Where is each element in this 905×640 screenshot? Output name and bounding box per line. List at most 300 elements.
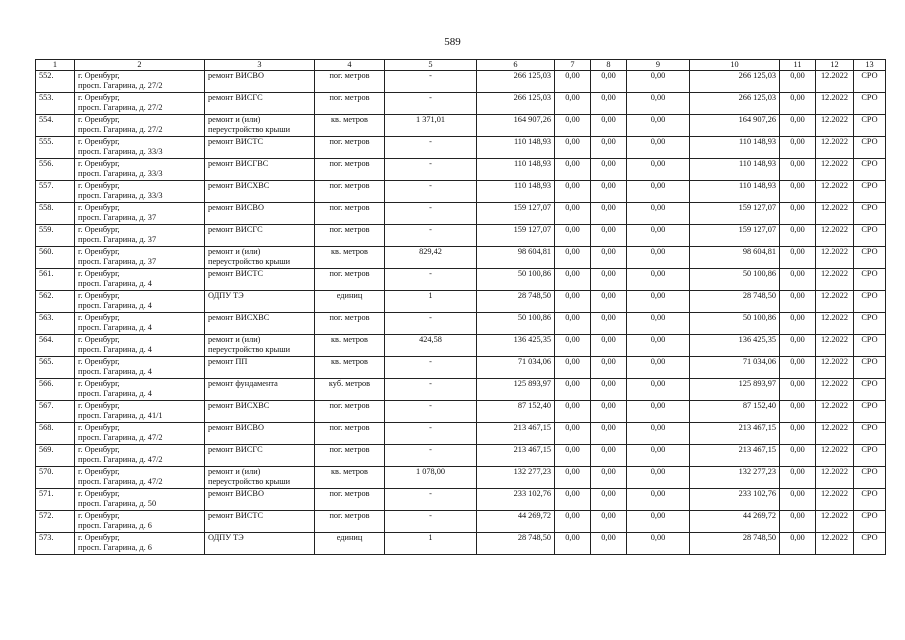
value-cell	[780, 71, 816, 93]
row-number-cell-text: 552.	[39, 71, 54, 80]
work-type-cell	[205, 533, 315, 555]
value-cell	[627, 313, 690, 335]
quantity-cell	[385, 225, 477, 247]
value-cell-text: 0,00	[790, 71, 805, 80]
date-cell-text: 12.2022	[821, 445, 848, 454]
work-type-cell	[205, 445, 315, 467]
date-cell-text: 12.2022	[821, 93, 848, 102]
address-cell-text: г. Оренбург,	[78, 247, 120, 256]
value-cell	[780, 357, 816, 379]
value-cell-text: 0,00	[650, 291, 666, 300]
total-cost-cell-text: 50 100,86	[742, 269, 776, 278]
table-row	[36, 467, 886, 489]
date-cell-text: 12.2022	[821, 467, 848, 476]
date-cell	[816, 269, 854, 291]
value-cell-text: 0,00	[790, 137, 805, 146]
column-header: 9	[627, 60, 690, 71]
value-cell-text: 0,00	[565, 467, 580, 476]
total-cost-cell	[690, 379, 780, 401]
method-code-cell-text: СРО	[861, 137, 878, 146]
method-code-cell-text: СРО	[861, 269, 878, 278]
cost-cell-text: 44 269,72	[517, 511, 551, 520]
work-type-cell-text: ремонт ПП	[208, 357, 248, 366]
value-cell-text: 0,00	[601, 357, 616, 366]
work-type-cell-text: ремонт ВИСХВС	[208, 313, 270, 322]
value-cell-text: 0,00	[650, 225, 666, 234]
value-cell	[591, 313, 627, 335]
cost-cell-text: 110 148,93	[513, 181, 551, 190]
address-cell	[75, 445, 205, 467]
cost-cell	[477, 247, 555, 269]
cost-cell-text: 213 467,15	[513, 445, 551, 454]
unit-cell-text: пог. метров	[329, 445, 370, 454]
address-cell-text: просп. Гагарина, д. 41/1	[78, 411, 163, 420]
page-number: 589	[444, 36, 461, 48]
value-cell	[591, 335, 627, 357]
work-type-cell	[205, 335, 315, 357]
value-cell	[780, 313, 816, 335]
unit-cell-text: пог. метров	[329, 423, 370, 432]
row-number-cell-text: 569.	[39, 445, 54, 454]
date-cell	[816, 159, 854, 181]
value-cell	[555, 269, 591, 291]
work-type-cell-text: ремонт ВИСТС	[208, 137, 264, 146]
table-row	[36, 115, 886, 137]
address-cell-text: г. Оренбург,	[78, 115, 120, 124]
value-cell-text: 0,00	[565, 291, 580, 300]
value-cell-text: 0,00	[650, 489, 666, 498]
value-cell-text: 0,00	[565, 401, 580, 410]
quantity-cell	[385, 93, 477, 115]
total-cost-cell-text: 213 467,15	[738, 445, 776, 454]
total-cost-cell-text: 159 127,07	[738, 225, 776, 234]
work-type-cell-text: ремонт ВИСГС	[208, 225, 263, 234]
unit-cell	[315, 159, 385, 181]
work-type-cell-text: ремонт ВИСВО	[208, 489, 264, 498]
value-cell	[780, 533, 816, 555]
address-cell-text: просп. Гагарина, д. 27/2	[78, 125, 163, 134]
cost-cell	[477, 291, 555, 313]
work-type-cell	[205, 137, 315, 159]
table-row	[36, 445, 886, 467]
method-code-cell	[854, 225, 886, 247]
total-cost-cell-text: 98 604,81	[742, 247, 776, 256]
method-code-cell-text: СРО	[861, 533, 878, 542]
value-cell	[555, 137, 591, 159]
quantity-cell-text: -	[429, 445, 432, 454]
total-cost-cell	[690, 313, 780, 335]
address-cell-text: г. Оренбург,	[78, 533, 120, 542]
row-number-cell	[36, 269, 75, 291]
cost-cell	[477, 379, 555, 401]
address-cell-text: просп. Гагарина, д. 50	[78, 499, 157, 508]
value-cell-text: 0,00	[790, 445, 805, 454]
quantity-cell-text: -	[429, 203, 432, 212]
address-cell-text: г. Оренбург,	[78, 335, 120, 344]
row-number-cell-text: 566.	[39, 379, 54, 388]
value-cell	[780, 335, 816, 357]
value-cell	[780, 379, 816, 401]
unit-cell	[315, 137, 385, 159]
work-type-cell	[205, 203, 315, 225]
cost-cell	[477, 71, 555, 93]
value-cell-text: 0,00	[650, 511, 666, 520]
value-cell	[555, 181, 591, 203]
value-cell	[591, 357, 627, 379]
value-cell-text: 0,00	[601, 423, 616, 432]
total-cost-cell	[690, 115, 780, 137]
total-cost-cell-text: 159 127,07	[738, 203, 776, 212]
address-cell-text: г. Оренбург,	[78, 137, 120, 146]
address-cell-text: просп. Гагарина, д. 37	[78, 213, 157, 222]
row-number-cell-text: 563.	[39, 313, 54, 322]
work-type-cell-text: ремонт и (или)	[208, 247, 261, 256]
value-cell-text: 0,00	[790, 247, 805, 256]
value-cell	[780, 203, 816, 225]
total-cost-cell-text: 132 277,23	[738, 467, 776, 476]
address-cell-text: г. Оренбург,	[78, 181, 120, 190]
date-cell	[816, 335, 854, 357]
total-cost-cell-text: 213 467,15	[738, 423, 776, 432]
value-cell-text: 0,00	[565, 511, 580, 520]
row-number-cell-text: 572.	[39, 511, 54, 520]
total-cost-cell	[690, 225, 780, 247]
method-code-cell-text: СРО	[861, 357, 878, 366]
address-cell-text: г. Оренбург,	[78, 313, 120, 322]
value-cell-text: 0,00	[790, 115, 805, 124]
unit-cell-text: кв. метров	[331, 467, 368, 476]
value-cell-text: 0,00	[601, 291, 616, 300]
column-header: 6	[477, 60, 555, 71]
unit-cell-text: пог. метров	[329, 225, 370, 234]
table-row	[36, 137, 886, 159]
row-number-cell	[36, 423, 75, 445]
table-row	[36, 93, 886, 115]
quantity-cell	[385, 445, 477, 467]
quantity-cell-text: -	[429, 159, 432, 168]
unit-cell	[315, 423, 385, 445]
work-type-cell-text: ремонт ВИСТС	[208, 269, 264, 278]
date-cell	[816, 71, 854, 93]
unit-cell	[315, 269, 385, 291]
work-type-cell	[205, 93, 315, 115]
date-cell	[816, 445, 854, 467]
column-header: 2	[75, 60, 205, 71]
total-cost-cell-text: 71 034,06	[742, 357, 776, 366]
value-cell	[591, 247, 627, 269]
date-cell-text: 12.2022	[821, 159, 848, 168]
cost-cell-text: 125 893,97	[513, 379, 551, 388]
method-code-cell-text: СРО	[861, 423, 878, 432]
work-type-cell-text: ОДПУ ТЭ	[208, 533, 244, 542]
date-cell	[816, 137, 854, 159]
value-cell-text: 0,00	[601, 445, 616, 454]
value-cell	[780, 247, 816, 269]
date-cell-text: 12.2022	[821, 379, 848, 388]
value-cell-text: 0,00	[790, 423, 805, 432]
unit-cell-text: единиц	[336, 291, 363, 300]
quantity-cell	[385, 115, 477, 137]
value-cell	[555, 225, 591, 247]
method-code-cell	[854, 511, 886, 533]
date-cell	[816, 181, 854, 203]
value-cell-text: 0,00	[565, 379, 580, 388]
address-cell	[75, 203, 205, 225]
value-cell-text: 0,00	[650, 379, 666, 388]
address-cell-text: г. Оренбург,	[78, 423, 120, 432]
value-cell	[555, 379, 591, 401]
unit-cell-text: пог. метров	[329, 71, 370, 80]
value-cell	[591, 291, 627, 313]
value-cell-text: 0,00	[650, 137, 666, 146]
total-cost-cell-text: 136 425,35	[738, 335, 776, 344]
unit-cell-text: пог. метров	[329, 313, 370, 322]
date-cell	[816, 401, 854, 423]
column-header: 11	[780, 60, 816, 71]
value-cell	[780, 291, 816, 313]
method-code-cell	[854, 379, 886, 401]
value-cell	[591, 203, 627, 225]
value-cell-text: 0,00	[650, 313, 666, 322]
work-type-cell-text: ремонт ВИСХВС	[208, 181, 270, 190]
unit-cell-text: куб. метров	[328, 379, 371, 388]
table-row	[36, 269, 886, 291]
method-code-cell	[854, 357, 886, 379]
row-number-cell	[36, 225, 75, 247]
row-number-cell	[36, 379, 75, 401]
address-cell	[75, 357, 205, 379]
address-cell-text: просп. Гагарина, д. 37	[78, 235, 157, 244]
quantity-cell-text: -	[429, 181, 432, 190]
method-code-cell	[854, 247, 886, 269]
method-code-cell-text: СРО	[861, 335, 878, 344]
address-cell-text: просп. Гагарина, д. 4	[78, 389, 152, 398]
date-cell-text: 12.2022	[821, 203, 848, 212]
total-cost-cell	[690, 357, 780, 379]
value-cell-text: 0,00	[650, 159, 666, 168]
value-cell	[591, 489, 627, 511]
value-cell-text: 0,00	[601, 137, 616, 146]
value-cell-text: 0,00	[650, 467, 666, 476]
unit-cell	[315, 489, 385, 511]
date-cell-text: 12.2022	[821, 269, 848, 278]
total-cost-cell	[690, 445, 780, 467]
date-cell	[816, 357, 854, 379]
value-cell-text: 0,00	[565, 159, 580, 168]
work-type-cell	[205, 423, 315, 445]
value-cell	[591, 159, 627, 181]
row-number-cell-text: 554.	[39, 115, 54, 124]
table-row	[36, 511, 886, 533]
value-cell-text: 0,00	[650, 93, 666, 102]
work-type-cell-text: ремонт ВИСВО	[208, 423, 264, 432]
quantity-cell	[385, 511, 477, 533]
unit-cell	[315, 291, 385, 313]
unit-cell	[315, 115, 385, 137]
date-cell-text: 12.2022	[821, 533, 848, 542]
address-cell-text: г. Оренбург,	[78, 225, 120, 234]
total-cost-cell-text: 233 102,76	[738, 489, 776, 498]
method-code-cell-text: СРО	[861, 93, 878, 102]
value-cell-text: 0,00	[565, 423, 580, 432]
address-cell	[75, 93, 205, 115]
quantity-cell	[385, 313, 477, 335]
value-cell	[591, 401, 627, 423]
quantity-cell-text: -	[429, 71, 432, 80]
value-cell	[780, 467, 816, 489]
method-code-cell	[854, 115, 886, 137]
unit-cell-text: пог. метров	[329, 93, 370, 102]
column-header: 13	[854, 60, 886, 71]
date-cell	[816, 93, 854, 115]
value-cell-text: 0,00	[601, 225, 616, 234]
work-type-cell	[205, 467, 315, 489]
date-cell	[816, 203, 854, 225]
cost-cell-text: 132 277,23	[513, 467, 551, 476]
address-cell-text: просп. Гагарина, д. 6	[78, 543, 152, 552]
total-cost-cell	[690, 203, 780, 225]
unit-cell	[315, 379, 385, 401]
address-cell	[75, 467, 205, 489]
unit-cell-text: пог. метров	[329, 203, 370, 212]
value-cell-text: 0,00	[650, 335, 666, 344]
address-cell-text: просп. Гагарина, д. 33/3	[78, 191, 163, 200]
cost-cell-text: 50 100,86	[517, 313, 551, 322]
date-cell-text: 12.2022	[821, 115, 848, 124]
quantity-cell	[385, 71, 477, 93]
row-number-cell	[36, 467, 75, 489]
value-cell-text: 0,00	[565, 489, 580, 498]
work-type-cell-text: переустройство крыши	[208, 477, 291, 486]
value-cell-text: 0,00	[790, 93, 805, 102]
value-cell	[627, 379, 690, 401]
cost-cell-text: 164 907,26	[513, 115, 551, 124]
address-cell	[75, 313, 205, 335]
quantity-cell-text: -	[429, 357, 432, 366]
value-cell-text: 0,00	[650, 181, 666, 190]
method-code-cell	[854, 423, 886, 445]
work-type-cell-text: ремонт и (или)	[208, 335, 261, 344]
row-number-cell-text: 568.	[39, 423, 54, 432]
value-cell-text: 0,00	[565, 203, 580, 212]
total-cost-cell-text: 164 907,26	[738, 115, 776, 124]
unit-cell-text: пог. метров	[329, 137, 370, 146]
row-number-cell	[36, 511, 75, 533]
work-type-cell	[205, 181, 315, 203]
value-cell	[591, 533, 627, 555]
quantity-cell	[385, 159, 477, 181]
cost-cell-text: 159 127,07	[513, 203, 551, 212]
value-cell-text: 0,00	[790, 269, 805, 278]
quantity-cell-text: -	[429, 93, 432, 102]
cost-cell-text: 98 604,81	[517, 247, 551, 256]
quantity-cell	[385, 401, 477, 423]
value-cell-text: 0,00	[565, 93, 580, 102]
method-code-cell	[854, 445, 886, 467]
unit-cell-text: пог. метров	[329, 159, 370, 168]
work-type-cell-text: ремонт ВИСГС	[208, 93, 263, 102]
total-cost-cell	[690, 291, 780, 313]
row-number-cell	[36, 181, 75, 203]
value-cell-text: 0,00	[601, 335, 616, 344]
work-type-cell	[205, 379, 315, 401]
quantity-cell-text: 1 078,00	[415, 467, 446, 476]
value-cell	[627, 357, 690, 379]
value-cell-text: 0,00	[601, 533, 616, 542]
value-cell	[627, 247, 690, 269]
column-header: 5	[385, 60, 477, 71]
value-cell-text: 0,00	[565, 225, 580, 234]
total-cost-cell-text: 125 893,97	[738, 379, 776, 388]
value-cell-text: 0,00	[650, 533, 666, 542]
work-type-cell-text: ремонт и (или)	[208, 115, 261, 124]
cost-cell-text: 213 467,15	[513, 423, 551, 432]
method-code-cell-text: СРО	[861, 379, 878, 388]
table-row	[36, 379, 886, 401]
value-cell	[591, 269, 627, 291]
row-number-cell	[36, 159, 75, 181]
unit-cell	[315, 401, 385, 423]
value-cell-text: 0,00	[650, 401, 666, 410]
method-code-cell-text: СРО	[861, 511, 878, 520]
date-cell	[816, 247, 854, 269]
quantity-cell-text: -	[429, 313, 432, 322]
row-number-cell-text: 556.	[39, 159, 54, 168]
cost-cell	[477, 269, 555, 291]
value-cell	[555, 533, 591, 555]
work-type-cell	[205, 511, 315, 533]
value-cell	[780, 159, 816, 181]
address-cell-text: г. Оренбург,	[78, 401, 120, 410]
cost-cell	[477, 533, 555, 555]
unit-cell	[315, 71, 385, 93]
column-header: 1	[36, 60, 75, 71]
total-cost-cell	[690, 71, 780, 93]
value-cell	[780, 225, 816, 247]
value-cell-text: 0,00	[601, 489, 616, 498]
work-type-cell-text: ремонт ВИСВО	[208, 71, 264, 80]
address-cell	[75, 159, 205, 181]
value-cell	[780, 445, 816, 467]
value-cell	[591, 445, 627, 467]
date-cell	[816, 291, 854, 313]
method-code-cell	[854, 335, 886, 357]
value-cell-text: 0,00	[790, 159, 805, 168]
table-row	[36, 401, 886, 423]
unit-cell	[315, 203, 385, 225]
date-cell	[816, 511, 854, 533]
date-cell-text: 12.2022	[821, 137, 848, 146]
cost-cell-text: 28 748,50	[517, 291, 551, 300]
address-cell	[75, 335, 205, 357]
address-cell-text: г. Оренбург,	[78, 511, 120, 520]
unit-cell-text: пог. метров	[329, 511, 370, 520]
row-number-cell-text: 553.	[39, 93, 54, 102]
row-number-cell	[36, 313, 75, 335]
work-type-cell-text: переустройство крыши	[208, 125, 291, 134]
date-cell-text: 12.2022	[821, 335, 848, 344]
method-code-cell	[854, 401, 886, 423]
row-number-cell-text: 567.	[39, 401, 54, 410]
row-number-cell	[36, 489, 75, 511]
quantity-cell-text: 1	[428, 533, 433, 542]
address-cell-text: просп. Гагарина, д. 33/3	[78, 169, 163, 178]
row-number-cell	[36, 445, 75, 467]
cost-cell	[477, 181, 555, 203]
row-number-cell-text: 562.	[39, 291, 54, 300]
work-type-cell	[205, 313, 315, 335]
unit-cell-text: пог. метров	[329, 181, 370, 190]
